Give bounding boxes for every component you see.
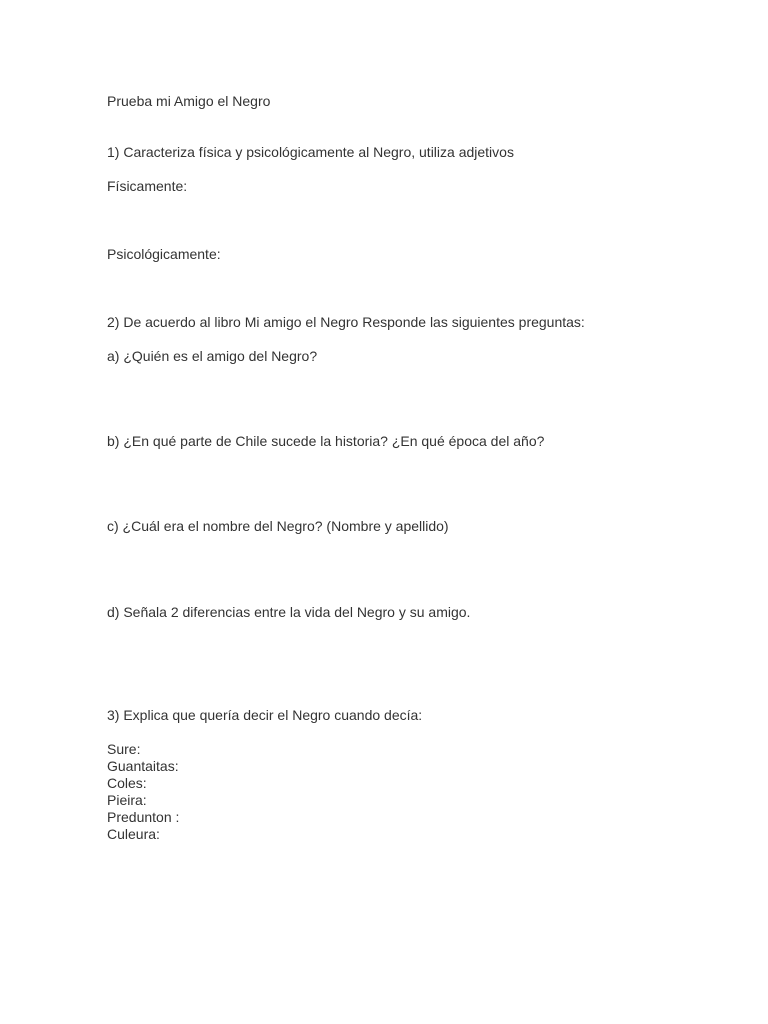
question-1-fisicamente-label: Físicamente: — [107, 178, 188, 194]
question-2-prompt: 2) De acuerdo al libro Mi amigo el Negro Responde las siguientes preguntas: — [107, 314, 585, 330]
question-2d: d) Señala 2 diferencias entre la vida del Negro y su amigo. — [107, 604, 471, 620]
question-2a: a) ¿Quién es el amigo del Negro? — [107, 348, 318, 364]
vocab-word: Sure: — [107, 741, 141, 757]
document-title: Prueba mi Amigo el Negro — [107, 93, 271, 109]
vocab-word: Pieira: — [107, 792, 147, 808]
vocab-word: Predunton : — [107, 809, 180, 825]
question-1-prompt: 1) Caracteriza física y psicológicamente al Negro, utiliza adjetivos — [107, 144, 514, 160]
vocab-word: Culeura: — [107, 826, 160, 842]
question-1-psicologicamente-label: Psicológicamente: — [107, 246, 221, 262]
question-2b: b) ¿En qué parte de Chile sucede la historia? ¿En qué época del año? — [107, 433, 545, 449]
vocab-word: Guantaitas: — [107, 758, 179, 774]
question-2c: c) ¿Cuál era el nombre del Negro? (Nombre y apellido) — [107, 518, 449, 534]
vocab-word: Coles: — [107, 775, 147, 791]
question-3-prompt: 3) Explica que quería decir el Negro cuando decía: — [107, 707, 423, 723]
